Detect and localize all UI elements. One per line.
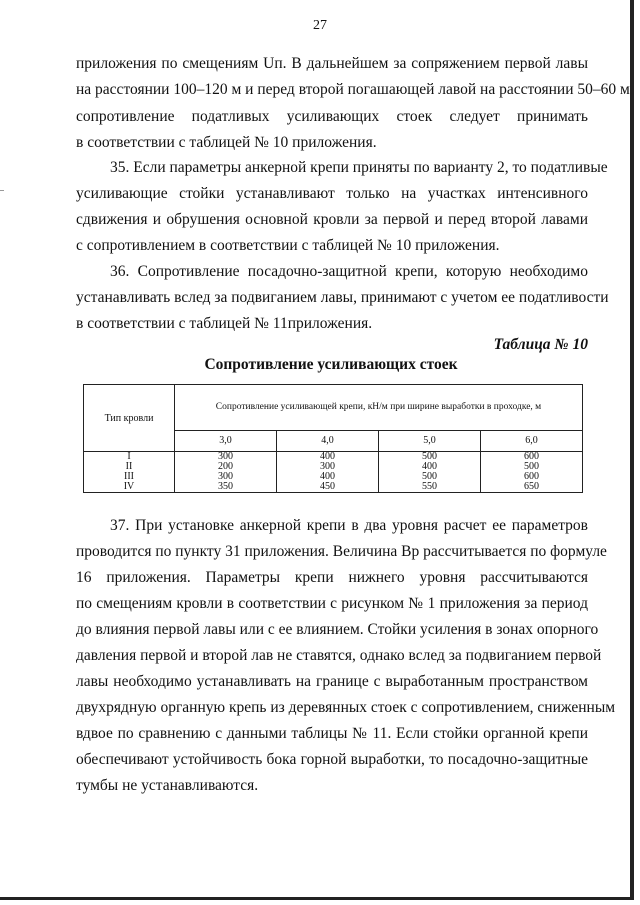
- text-line: обеспечивают устойчивость бока горной выработки, то посадочно-защитные: [76, 751, 588, 768]
- value: 650: [523, 481, 539, 492]
- text-line: на расстоянии 100–120 м и перед второй погашающей лавой на расстоянии 50–60 м: [76, 81, 630, 98]
- value: 400: [319, 471, 335, 482]
- roof-type: I: [127, 451, 131, 462]
- value: 300: [319, 461, 335, 472]
- value: 600: [523, 471, 539, 482]
- roof-type-cell: [84, 452, 175, 493]
- text-line: до влияния первой лавы или с ее влиянием. Стойки усиления в зонах опорного: [76, 621, 599, 638]
- text-line: сопротивление податливых усиливающих стоек следует принимать: [76, 108, 588, 125]
- header-width: 6,0: [480, 430, 582, 451]
- header-resistance: Сопротивление усиливающей крепи, кН/м при ширине выработки в проходке, м: [175, 385, 583, 431]
- text-line: приложения по смещениям Uп. В дальнейшем за сопряжением первой лавы: [76, 55, 588, 72]
- roof-type: III: [124, 471, 134, 482]
- value: 350: [217, 481, 233, 492]
- value: 500: [421, 471, 437, 482]
- header-width: 5,0: [378, 430, 480, 451]
- text-line: в соответствии с таблицей № 11приложения.: [76, 315, 373, 332]
- roof-type: II: [125, 461, 133, 472]
- page-number: 27: [313, 18, 327, 33]
- value-cell: [276, 452, 378, 493]
- value: 300: [217, 471, 233, 482]
- value: 400: [421, 461, 437, 472]
- text-line: лавы необходимо устанавливать на границе с выработанным пространством: [76, 673, 588, 690]
- value-cell: [378, 452, 480, 493]
- text-line: усиливающие стойки устанавливают только на участках интенсивного: [76, 185, 588, 202]
- table-title: Сопротивление усиливающих стоек: [204, 356, 458, 373]
- roof-type: IV: [123, 481, 135, 492]
- value: 500: [523, 461, 539, 472]
- text-line: по смещениям кровли в соответствии с рисунком № 1 приложения за период: [76, 595, 588, 612]
- text-line: устанавливать вслед за подвиганием лавы, принимают с учетом ее податливости: [76, 289, 609, 306]
- header-width: 3,0: [175, 430, 277, 451]
- value: 300: [217, 451, 233, 462]
- table-label: Таблица № 10: [493, 336, 588, 353]
- header-width: 4,0: [276, 430, 378, 451]
- text-line: сдвижения и обрушения основной кровли за первой и перед второй лавами: [76, 211, 588, 228]
- text-line: 36. Сопротивление посадочно-защитной крепи, которую необходимо: [110, 263, 588, 280]
- text-line: проводится по пункту 31 приложения. Величина Bр рассчитывается по формуле: [76, 543, 607, 560]
- value: 500: [421, 451, 437, 462]
- scan-mark: [0, 190, 4, 191]
- text-line: с сопротивлением в соответствии с таблицей № 10 приложения.: [76, 237, 500, 254]
- text-line: двухрядную органную крепь из деревянных стоек с сопротивлением, сниженным: [76, 699, 616, 716]
- value: 400: [319, 451, 335, 462]
- text-line: 35. Если параметры анкерной крепи приняты по варианту 2, то податливые: [110, 159, 608, 176]
- value-cell: [175, 452, 277, 493]
- text-line: вдвое по сравнению с данными таблицы № 11. Если стойки органной крепи: [76, 725, 588, 742]
- text-line: в соответствии с таблицей № 10 приложения.: [76, 134, 377, 151]
- value-cell: [480, 452, 582, 493]
- text-line: 16 приложения. Параметры крепи нижнего уровня рассчитываются: [76, 569, 588, 586]
- table-row: [84, 452, 583, 493]
- resistance-table: [83, 384, 583, 493]
- header-roof-type: Тип кровли: [84, 385, 175, 452]
- value: 200: [217, 461, 233, 472]
- text-line: тумбы не устанавливаются.: [76, 777, 259, 794]
- text-line: 37. При установке анкерной крепи в два уровня расчет ее параметров: [110, 517, 588, 534]
- value: 550: [421, 481, 437, 492]
- text-line: давления первой и второй лав не ставятся, однако вслед за подвиганием первой: [76, 647, 602, 664]
- value: 600: [523, 451, 539, 462]
- value: 450: [319, 481, 335, 492]
